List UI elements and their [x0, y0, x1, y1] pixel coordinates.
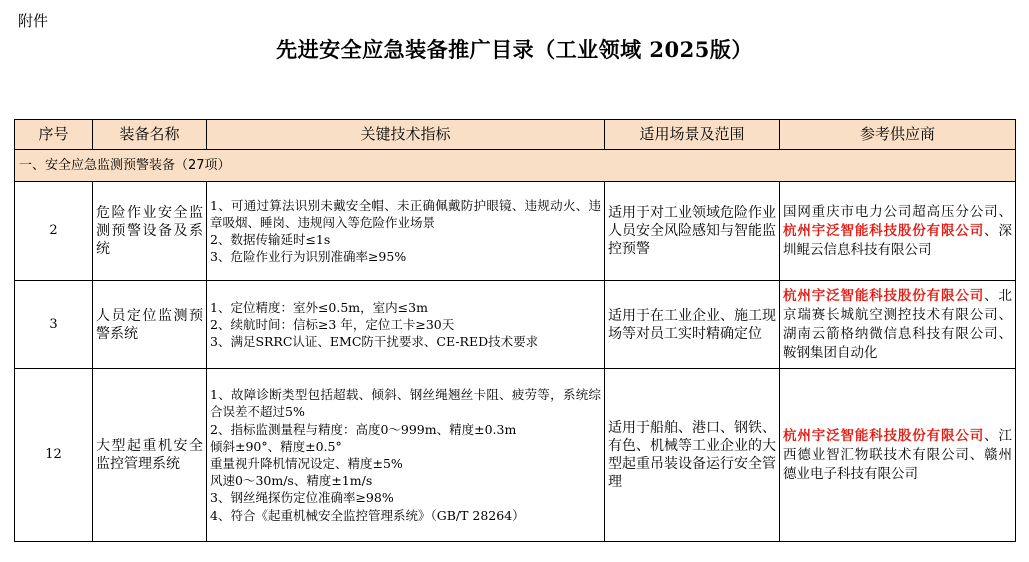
table-row: [15, 281, 1016, 369]
attachment-label: 附件: [18, 12, 49, 30]
spec-line: 3、钢丝绳探伤定位准确率≥98%: [210, 490, 394, 506]
table-row: [15, 369, 1016, 542]
spec-line: 4、符合《起重机械安全监控管理系统》（GB/T 28264）: [210, 507, 525, 523]
row-serial: 12: [15, 369, 93, 542]
row-scope: 适用于在工业企业、施工现场等对员工实时精确定位: [605, 281, 780, 369]
row-supplier: [780, 369, 1016, 542]
header-supplier: 参考供应商: [780, 120, 1016, 150]
row-serial: 3: [15, 281, 93, 369]
header-serial: 序号: [15, 120, 93, 150]
spec-line: 3、危险作业行为识别准确率≥95%: [210, 249, 407, 265]
row-key-specs: [207, 281, 605, 369]
spec-line: 2、数据传输延时≤1s: [210, 232, 331, 247]
spec-line: 2、指标监测量程与精度：高度0～999m、精度±0.3m: [210, 421, 517, 437]
supplier-text: 国网重庆市电力公司超高压分公司、: [783, 203, 1012, 220]
header-equipment-name: 装备名称: [93, 120, 207, 150]
supplier-highlight: 杭州宇泛智能科技股份有限公司: [783, 427, 985, 444]
supplier-text: 、北京瑞赛长城航空测控技术有限公司、湖南云箭格纳微信息科技有限公司、鞍钢集团自动化: [783, 287, 1013, 361]
page-title: 先进安全应急装备推广目录（工业领域 2025版）: [276, 37, 753, 62]
row-key-specs: [207, 182, 605, 281]
row-scope: 适用于对工业领域危险作业人员安全风险感知与智能监控预警: [605, 182, 780, 281]
header-key-specs: 关键技术指标: [207, 120, 605, 150]
supplier-text: 、深圳鲲云信息科技有限公司: [783, 222, 1013, 258]
row-supplier: [780, 182, 1016, 281]
section-title: 一、安全应急监测预警装备（27项）: [15, 150, 1016, 182]
header-scope: 适用场景及范围: [605, 120, 780, 150]
section-row: [15, 150, 1016, 182]
spec-line: 2、续航时间：信标≥3 年，定位工卡≥30天: [210, 316, 455, 332]
table-row: [15, 182, 1016, 281]
row-equipment-name: 大型起重机安全监控管理系统: [93, 369, 207, 542]
row-supplier: [780, 281, 1016, 369]
row-equipment-name: 人员定位监测预警系统: [93, 281, 207, 369]
row-serial: 2: [15, 182, 93, 281]
spec-line: 重量视升降机情况设定、精度±5%: [210, 456, 403, 471]
spec-line: 3、满足SRRC认证、EMC防干扰要求、CE-RED技术要求: [210, 334, 539, 350]
spec-line: 1、定位精度：室外≤0.5m，室内≤3m: [210, 299, 428, 315]
row-scope: 适用于船舶、港口、钢铁、有色、机械等工业企业的大型起重吊装设备运行安全管理: [605, 369, 780, 542]
equipment-catalog-table: [14, 119, 1016, 542]
spec-line: 倾斜±90°、精度±0.5°: [210, 438, 342, 454]
supplier-text: 、江西德业智汇物联技术有限公司、赣州德业电子科技有限公司: [783, 427, 1013, 482]
spec-line: 1、可通过算法识别未戴安全帽、未正确佩戴防护眼镜、违规动火、违章吸烟、睡岗、违规闯入等危险作业场景: [210, 197, 601, 230]
supplier-highlight: 杭州宇泛智能科技股份有限公司: [783, 222, 985, 239]
supplier-highlight: 杭州宇泛智能科技股份有限公司: [783, 287, 985, 304]
spec-line: 1、故障诊断类型包括超载、倾斜、钢丝绳翘丝卡阻、疲劳等，系统综合误差不超过5%: [210, 387, 601, 420]
spec-line: 风速0～30m/s、精度±1m/s: [210, 473, 373, 489]
row-key-specs: [207, 369, 605, 542]
row-equipment-name: 危险作业安全监测预警设备及系统: [93, 182, 207, 281]
table-header-row: [15, 120, 1016, 150]
